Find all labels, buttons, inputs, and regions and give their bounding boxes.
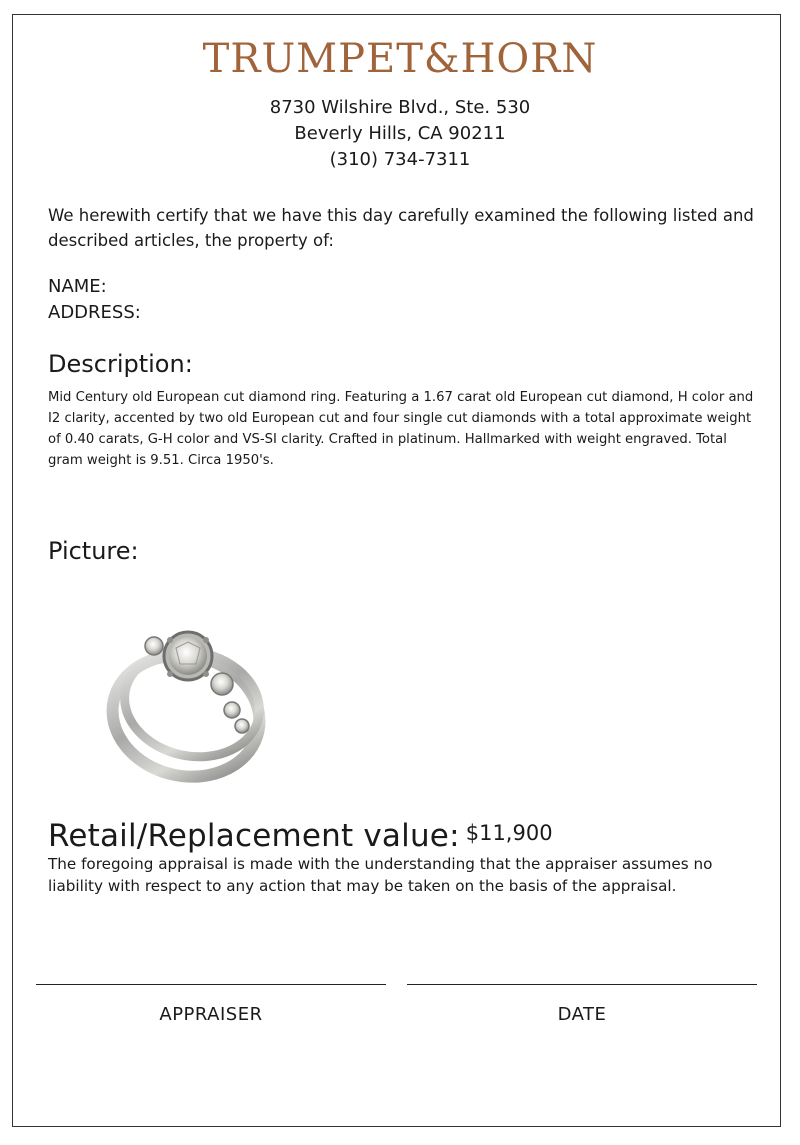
valuation-row <box>48 816 553 856</box>
date-signature-line <box>407 984 757 985</box>
owner-address-label: ADDRESS: <box>48 302 141 323</box>
appraiser-signature-line <box>36 984 386 985</box>
certificate-border <box>12 14 781 1127</box>
disclaimer-text: The foregoing appraisal is made with the understanding that the appraiser assumes no liability with respect to any action that may be taken on the basis of the appraisal. <box>48 855 713 895</box>
ring-image <box>100 598 280 798</box>
address-street: 8730 Wilshire Blvd., Ste. 530 <box>269 97 531 118</box>
description-text: Mid Century old European cut diamond ring. Featuring a 1.67 carat old European cut diamond, H color and I2 clarity, accented by two old European cut and four single cut diamonds with a total approximate weight of 0.40 carats, G-H color and VS-SI clarity. Crafted in platinum. Hallmarked with weight engraved. Total gram weight is 9.51. Circa 1950's. <box>48 390 754 468</box>
value-amount: $11,900 <box>465 821 553 845</box>
address-city: Beverly Hills, CA 90211 <box>294 123 506 144</box>
certification-statement: We herewith certify that we have this day carefully examined the following listed and described articles, the property of: <box>48 206 754 250</box>
appraiser-label: APPRAISER <box>159 1004 263 1025</box>
date-label: DATE <box>557 1004 607 1025</box>
company-logo: TRUMPET&HORN <box>202 36 598 82</box>
picture-heading: Picture: <box>48 537 139 565</box>
name-label: NAME: <box>48 276 107 297</box>
phone-number: (310) 734-7311 <box>329 149 471 170</box>
value-label: Retail/Replacement value: <box>48 818 460 854</box>
description-heading: Description: <box>48 350 193 378</box>
